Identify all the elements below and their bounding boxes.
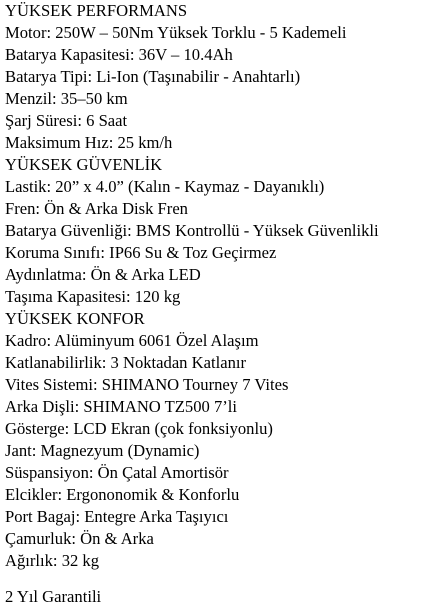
spec-line-lighting: Aydınlatma: Ön & Arka LED [5,265,201,284]
spec-line-suspension: Süspansiyon: Ön Çatal Amortisör [5,463,229,482]
spec-line-fenders: Çamurluk: Ön & Arka [5,529,154,548]
spec-line-max-speed: Maksimum Hız: 25 km/h [5,133,173,152]
spec-line-battery-safety: Batarya Güvenliği: BMS Kontrollü - Yüksek Güvenlikli [5,221,379,240]
spec-line-load-capacity: Taşıma Kapasitesi: 120 kg [5,287,181,306]
spec-line-rear-rack: Port Bagaj: Entegre Arka Taşıyıcı [5,507,229,526]
section-heading-safety: YÜKSEK GÜVENLİK [5,155,163,174]
spec-line-battery-capacity: Batarya Kapasitesi: 36V – 10.4Ah [5,45,233,64]
warranty-line: 2 Yıl Garantili [5,587,102,606]
spec-line-frame: Kadro: Alüminyum 6061 Özel Alaşım [5,331,259,350]
spec-line-display: Gösterge: LCD Ekran (çok fonksiyonlu) [5,419,273,438]
spec-line-folding: Katlanabilirlik: 3 Noktadan Katlanır [5,353,246,372]
spec-line-motor: Motor: 250W – 50Nm Yüksek Torklu - 5 Kademeli [5,23,347,42]
spec-line-rear-derailleur: Arka Dişli: SHIMANO TZ500 7’li [5,397,237,416]
section-heading-comfort: YÜKSEK KONFOR [5,309,145,328]
spec-line-rim: Jant: Magnezyum (Dynamic) [5,441,200,460]
spec-line-grips: Elcikler: Ergononomik & Konforlu [5,485,240,504]
spec-line-tire: Lastik: 20” x 4.0” (Kalın - Kaymaz - Dayanıklı) [5,177,325,196]
spec-line-protection-class: Koruma Sınıfı: IP66 Su & Toz Geçirmez [5,243,277,262]
spacer [5,572,420,586]
spec-document [5,0,420,608]
spec-line-charge-time: Şarj Süresi: 6 Saat [5,111,128,130]
spec-line-brake: Fren: Ön & Arka Disk Fren [5,199,188,218]
spec-line-battery-type: Batarya Tipi: Li-Ion (Taşınabilir - Anahtarlı) [5,67,301,86]
spec-line-weight: Ağırlık: 32 kg [5,551,100,570]
spec-line-range: Menzil: 35–50 km [5,89,128,108]
spec-line-gear-system: Vites Sistemi: SHIMANO Tourney 7 Vites [5,375,289,394]
section-heading-performance: YÜKSEK PERFORMANS [5,1,188,20]
